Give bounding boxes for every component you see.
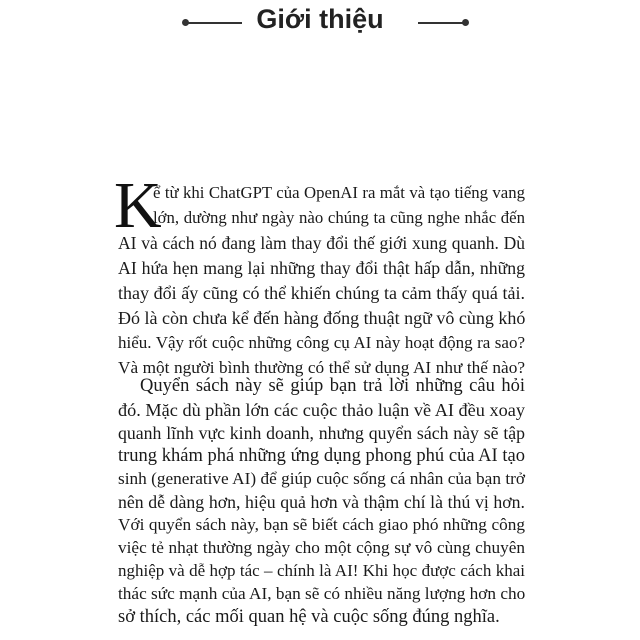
text-line: AI hứa hẹn mang lại những thay đổi thật hấp dẫn, những	[118, 258, 525, 278]
text-line: Và một người bình thường có thể sử dụng AI như thế nào?	[118, 358, 525, 377]
text-line: đó. Mặc dù phần lớn các cuộc thảo luận về AI đều xoay	[118, 400, 525, 420]
text-line: thác sức mạnh của AI, bạn sẽ có nhiều năng lượng hơn cho	[118, 584, 526, 603]
drop-cap: K	[114, 169, 162, 242]
ornament-dot-right	[462, 19, 469, 26]
text-line: Với quyển sách này, bạn sẽ biết cách giao phó những công	[118, 515, 525, 534]
text-line: nghiệp và dễ hợp tác – chính là AI! Khi học được cách khai	[118, 561, 525, 580]
text-line: ể từ khi ChatGPT của OpenAI ra mắt và tạo tiếng vang	[153, 183, 525, 202]
chapter-heading	[0, 2, 640, 42]
text-line: quanh lĩnh vực kinh doanh, nhưng quyển sách này sẽ tập	[118, 423, 525, 443]
text-line: việc tẻ nhạt thường ngày cho một cộng sự vô cùng chuyên	[118, 538, 525, 557]
text-line: lớn, dường như ngày nào chúng ta cũng nghe nhắc đến	[153, 208, 525, 227]
page-title: Giới thiệu	[256, 4, 384, 34]
text-line: trung khám phá những ứng dụng phong phú của AI tạo	[118, 446, 525, 466]
text-line: sinh (generative AI) để giúp cuộc sống cá nhân của bạn trở	[118, 469, 525, 488]
text-line: nên dễ dàng hơn, hiệu quả hơn và thậm chí là thú vị hơn.	[118, 492, 525, 512]
text-line: sở thích, các mối quan hệ và cuộc sống đúng nghĩa.	[118, 607, 500, 627]
text-line: Quyển sách này sẽ giúp bạn trả lời những câu hỏi	[140, 376, 525, 396]
text-line: thay đổi ấy cũng có thể khiến chúng ta cảm thấy quá tải.	[118, 283, 525, 303]
text-line: hiểu. Vậy rốt cuộc những công cụ AI này hoạt động ra sao?	[118, 333, 525, 352]
text-line: Đó là còn chưa kể đến hàng đống thuật ngữ vô cùng khó	[118, 308, 526, 328]
text-line: AI và cách nó đang làm thay đổi thế giới xung quanh. Dù	[118, 233, 525, 253]
ornament-line-right	[418, 22, 466, 24]
